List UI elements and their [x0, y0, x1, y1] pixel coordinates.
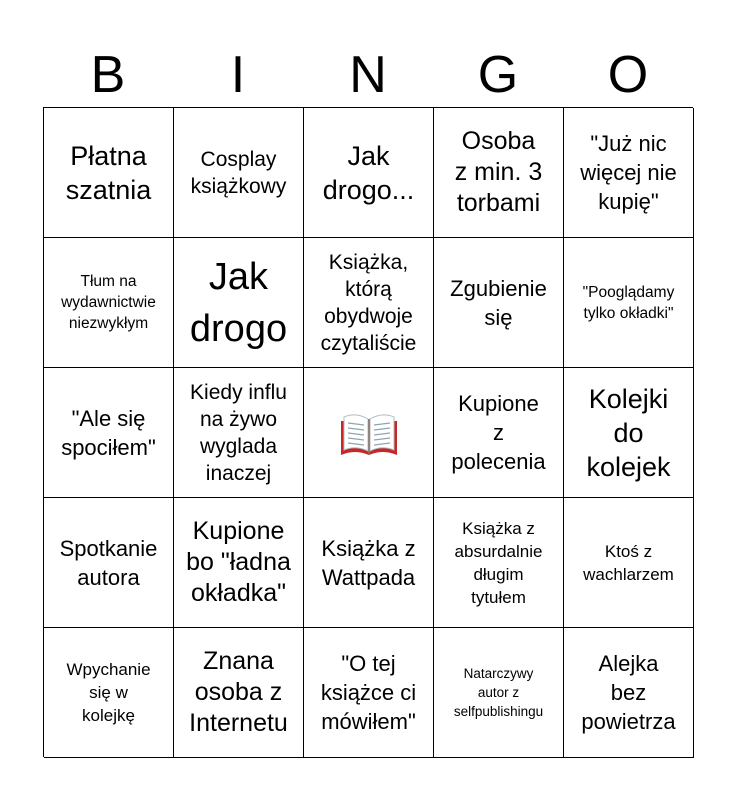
bingo-cell[interactable] — [434, 368, 564, 498]
cell-text: Zgubienie się — [450, 275, 547, 330]
cell-text: "O tej książce ci mówiłem" — [320, 651, 417, 734]
bingo-cell[interactable] — [44, 368, 174, 498]
cell-text: Książka z absurdalnie długim tytułem — [454, 518, 543, 607]
bingo-cell[interactable] — [44, 628, 174, 758]
bingo-cell[interactable] — [564, 628, 694, 758]
header-letter-b: B — [90, 46, 126, 104]
header-letter-n: N — [349, 46, 387, 104]
cell-text: Ktoś z wachlarzem — [583, 541, 674, 584]
cell-text: Znana osoba z Internetu — [189, 647, 288, 737]
header-letter-o: O — [607, 46, 649, 104]
bingo-cell[interactable] — [564, 108, 694, 238]
cell-text: Cosplay książkowy — [190, 147, 287, 198]
cell-text: Spotkanie autora — [59, 535, 158, 590]
bingo-cell[interactable] — [434, 238, 564, 368]
cell-text: Kupione z polecenia — [451, 391, 546, 474]
header-letter-i: I — [230, 46, 246, 104]
bingo-cell[interactable] — [434, 108, 564, 238]
bingo-cell[interactable] — [174, 498, 304, 628]
bingo-cell[interactable] — [304, 238, 434, 368]
bingo-cell[interactable] — [304, 108, 434, 238]
bingo-cell[interactable] — [434, 628, 564, 758]
bingo-cell[interactable] — [44, 108, 174, 238]
bingo-board — [43, 107, 693, 757]
cell-text: Jak drogo — [189, 255, 288, 350]
cell-text: Jak drogo... — [322, 140, 415, 205]
cell-text: Natarczywy autor z selfpublishingu — [453, 666, 544, 719]
bingo-cell[interactable] — [304, 628, 434, 758]
cell-text: Płatna szatnia — [65, 140, 152, 205]
cell-text: Kupione bo "ładna okładka" — [186, 517, 291, 607]
bingo-cell[interactable] — [564, 238, 694, 368]
open-book-icon — [337, 401, 401, 465]
cell-text: Wpychanie się w kolejkę — [66, 660, 151, 725]
bingo-cell[interactable] — [174, 108, 304, 238]
bingo-header — [43, 44, 693, 106]
cell-text: Tłum na wydawnictwie niezwykłym — [61, 273, 156, 332]
cell-text: Kiedy influ na żywo wyglada inaczej — [190, 380, 287, 485]
free-space-cell[interactable] — [304, 368, 434, 498]
cell-text: Kolejki do kolejek — [586, 383, 671, 482]
header-letter-g: G — [477, 46, 519, 104]
bingo-cell[interactable] — [174, 628, 304, 758]
bingo-cell[interactable] — [174, 238, 304, 368]
bingo-cell[interactable] — [174, 368, 304, 498]
cell-text: Alejka bez powietrza — [581, 651, 676, 734]
cell-text: "Już nic więcej nie kupię" — [580, 131, 677, 214]
cell-text: Osoba z min. 3 torbami — [454, 127, 543, 217]
bingo-cell[interactable] — [304, 498, 434, 628]
cell-text: "Ale się spociłem" — [61, 405, 156, 460]
bingo-cell[interactable] — [44, 498, 174, 628]
cell-text: "Pooglądamy tylko okładki" — [582, 283, 675, 322]
bingo-cell[interactable] — [434, 498, 564, 628]
bingo-cell[interactable] — [564, 498, 694, 628]
bingo-cell[interactable] — [564, 368, 694, 498]
cell-text: Książka, którą obydwoje czytaliście — [320, 250, 417, 355]
bingo-cell[interactable] — [44, 238, 174, 368]
cell-text: Książka z Wattpada — [321, 535, 416, 590]
